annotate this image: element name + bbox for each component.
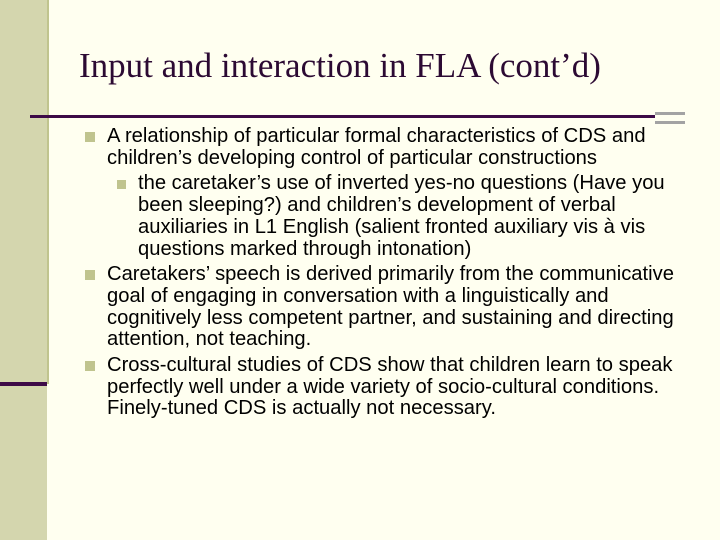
title-underline	[30, 115, 655, 118]
square-bullet-icon	[85, 361, 95, 371]
bullet-item	[85, 355, 685, 420]
square-bullet-icon	[117, 180, 126, 189]
title-underline-accent-top	[655, 112, 685, 115]
title-underline-accent-bottom	[655, 121, 685, 124]
sub-bullet-item	[117, 173, 685, 260]
bullet-text: Cross-cultural studies of CDS show that children learn to speak perfectly well under a wide variety of socio-cultural conditions. Finely-tuned CDS is actually not necessary.	[107, 354, 673, 420]
bullet-text: Caretakers’ speech is derived primarily from the communicative goal of engaging in conversation with a linguistically and cognitively less competent partner, and sustaining and directing attention, not teaching.	[107, 263, 674, 351]
side-band	[0, 0, 47, 540]
sub-bullet-text: the caretaker’s use of inverted yes-no questions (Have you been sleeping?) and children’s development of verbal auxiliaries in L1 English (salient fronted auxiliary vis à vis questions marked through intonation)	[138, 172, 665, 260]
side-accent-bar	[0, 382, 47, 386]
bullet-item	[85, 264, 685, 351]
side-divider	[47, 0, 49, 384]
bullet-text: A relationship of particular formal characteristics of CDS and children’s developing control of particular constructions	[107, 125, 646, 169]
bullet-item	[85, 126, 685, 169]
square-bullet-icon	[85, 132, 95, 142]
slide-title: Input and interaction in FLA (cont’d)	[79, 46, 601, 85]
slide-body	[85, 126, 685, 424]
square-bullet-icon	[85, 270, 95, 280]
